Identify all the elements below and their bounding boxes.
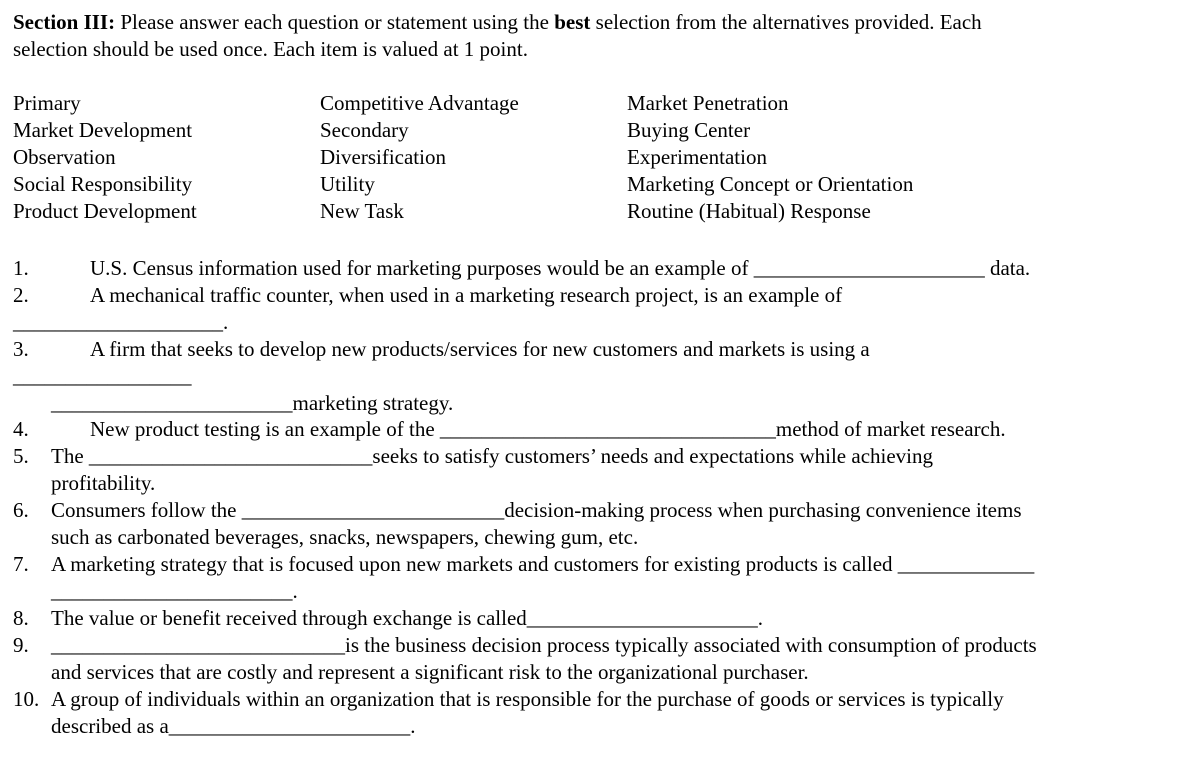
option-product-development: Product Development bbox=[13, 199, 197, 223]
option-competitive-advantage: Competitive Advantage bbox=[320, 91, 519, 115]
instructions-line-2: selection should be used once. Each item is valued at 1 point. bbox=[13, 37, 528, 61]
q2-text: A mechanical traffic counter, when used in a marketing research project, is an example of bbox=[90, 283, 843, 307]
q8-number: 8. bbox=[13, 606, 29, 630]
q3-number: 3. bbox=[13, 337, 29, 361]
q7-number: 7. bbox=[13, 552, 29, 576]
q6-number: 6. bbox=[13, 498, 29, 522]
q9-continuation: and services that are costly and represent a significant risk to the organizational purchaser. bbox=[51, 660, 809, 684]
q4-number: 4. bbox=[13, 417, 29, 441]
q1-text: U.S. Census information used for marketing purposes would be an example of ______________________ data. bbox=[90, 256, 1031, 280]
q4-text: New product testing is an example of the ________________________________method of market research. bbox=[90, 417, 1006, 441]
q1-number: 1. bbox=[13, 256, 29, 280]
q5-text: The ___________________________seeks to satisfy customers’ needs and expectations while achieving bbox=[51, 444, 934, 468]
q10-continuation: described as a_______________________. bbox=[51, 714, 416, 738]
q9-number: 9. bbox=[13, 633, 29, 657]
section-label: Section III: bbox=[13, 10, 116, 34]
option-marketing-concept: Marketing Concept or Orientation bbox=[627, 172, 914, 196]
q7-text: A marketing strategy that is focused upon new markets and customers for existing products is called _____________ bbox=[51, 552, 1035, 576]
q7-blank: _______________________. bbox=[51, 579, 298, 603]
q3-blank-2: _______________________marketing strategy. bbox=[51, 391, 454, 415]
option-social-responsibility: Social Responsibility bbox=[13, 172, 193, 196]
q10-text: A group of individuals within an organization that is responsible for the purchase of goods or services is typically bbox=[51, 687, 1004, 711]
option-experimentation: Experimentation bbox=[627, 145, 767, 169]
option-market-penetration: Market Penetration bbox=[627, 91, 789, 115]
q10-number: 10. bbox=[13, 687, 40, 711]
q2-blank: ____________________. bbox=[13, 310, 229, 334]
instructions-bold-word: best bbox=[554, 10, 591, 34]
q8-text: The value or benefit received through exchange is called______________________. bbox=[51, 606, 764, 630]
option-secondary: Secondary bbox=[320, 118, 409, 142]
option-buying-center: Buying Center bbox=[627, 118, 751, 142]
option-observation: Observation bbox=[13, 145, 116, 169]
q3-blank-1: _________________ bbox=[13, 364, 192, 388]
option-market-development: Market Development bbox=[13, 118, 193, 142]
option-routine-response: Routine (Habitual) Response bbox=[627, 199, 871, 223]
q6-text: Consumers follow the _________________________decision-making process when purchasing convenience items bbox=[51, 498, 1022, 522]
q2-number: 2. bbox=[13, 283, 29, 307]
q6-continuation: such as carbonated beverages, snacks, newspapers, chewing gum, etc. bbox=[51, 525, 639, 549]
option-new-task: New Task bbox=[320, 199, 404, 223]
option-diversification: Diversification bbox=[320, 145, 446, 169]
q5-number: 5. bbox=[13, 444, 29, 468]
instructions-text-a: Please answer each question or statement using the bbox=[120, 10, 549, 34]
instructions-text-b: selection from the alternatives provided. Each bbox=[595, 10, 982, 34]
option-primary: Primary bbox=[13, 91, 81, 115]
section-instructions bbox=[13, 9, 982, 36]
q3-text: A firm that seeks to develop new products/services for new customers and markets is using a bbox=[90, 337, 870, 361]
q9-text: ____________________________is the business decision process typically associated with consumption of products bbox=[51, 633, 1037, 657]
q5-continuation: profitability. bbox=[51, 471, 156, 495]
option-utility: Utility bbox=[320, 172, 375, 196]
